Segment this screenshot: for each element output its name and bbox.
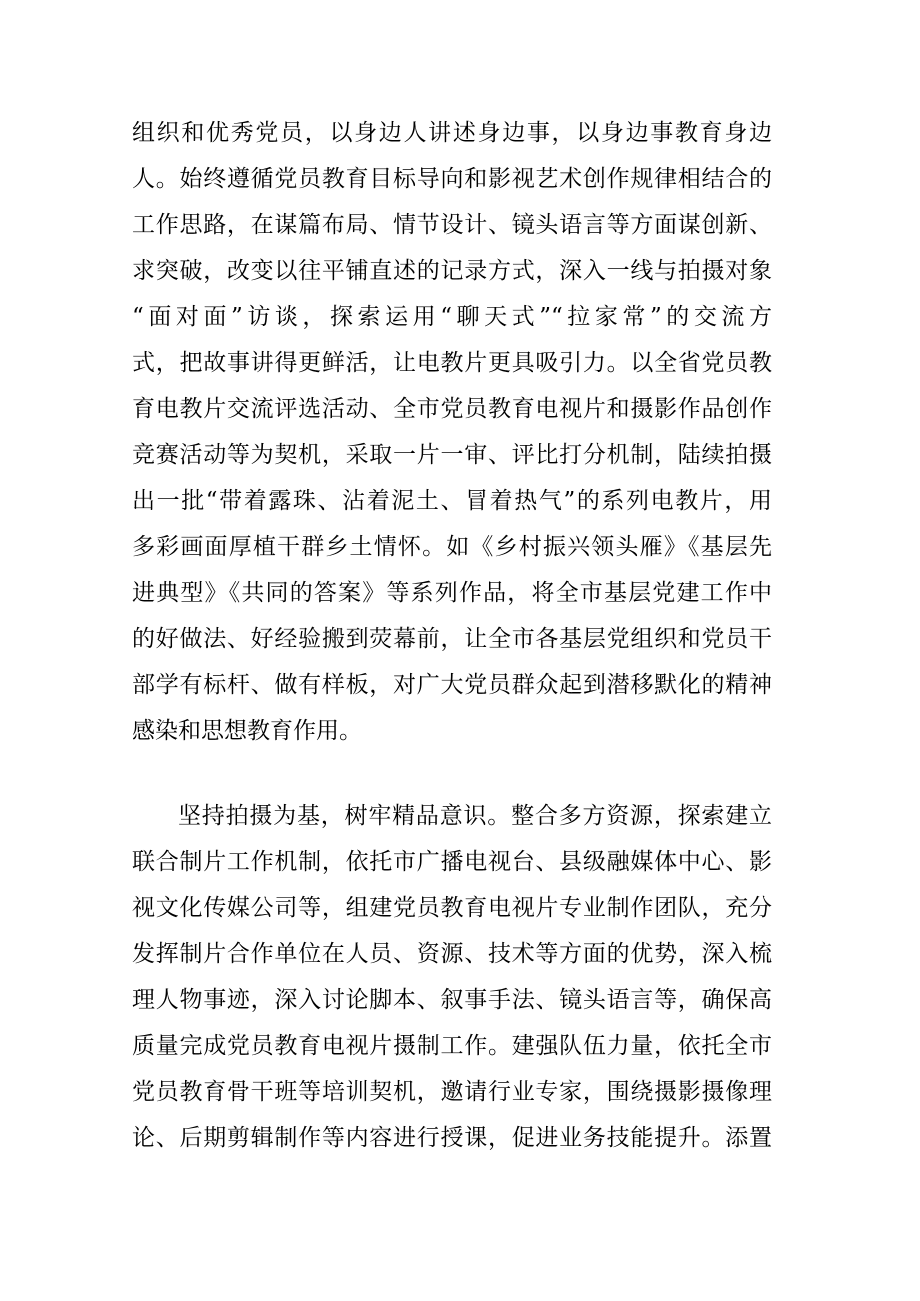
paragraph-1-line-12: 的好做法、好经验搬到荧幕前，让全市各基层党组织和党员干 — [132, 626, 772, 652]
paragraph-2-line-5: 理人物事迹，深入讨论脚本、叙事手法、镜头语言等，确保高 — [132, 987, 772, 1013]
paragraph-2 — [132, 793, 772, 1161]
paragraph-2-line-2: 联合制片工作机制，依托市广播电视台、县级融媒体中心、影 — [132, 849, 772, 875]
paragraph-2-line-4: 发挥制片合作单位在人员、资源、技术等方面的优势，深入梳 — [132, 941, 772, 967]
paragraph-1-line-1: 组织和优秀党员，以身边人讲述身边事，以身边事教育身边 — [132, 120, 772, 146]
paragraph-1-line-7: 育电教片交流评选活动、全市党员教育电视片和摄影作品创作 — [132, 396, 772, 422]
paragraph-1-line-5: “面对面”访谈，探索运用“聊天式”“拉家常”的交流方 — [132, 304, 772, 330]
paragraph-1 — [132, 110, 772, 754]
paragraph-2-line-7: 党员教育骨干班等培训契机，邀请行业专家，围绕摄影摄像理 — [132, 1079, 772, 1105]
paragraph-1-line-3: 工作思路，在谋篇布局、情节设计、镜头语言等方面谋创新、 — [132, 212, 772, 238]
paragraph-2-line-6: 质量完成党员教育电视片摄制工作。建强队伍力量，依托全市 — [132, 1033, 772, 1059]
paragraph-1-line-6: 式，把故事讲得更鲜活，让电教片更具吸引力。以全省党员教 — [132, 350, 772, 376]
paragraph-1-line-14: 感染和思想教育作用。 — [132, 718, 362, 744]
paragraph-1-line-2: 人。始终遵循党员教育目标导向和影视艺术创作规律相结合的 — [132, 166, 772, 192]
paragraph-1-line-8: 竞赛活动等为契机，采取一片一审、评比打分机制，陆续拍摄 — [132, 442, 772, 468]
paragraph-1-line-10: 多彩画面厚植干群乡土情怀。如《乡村振兴领头雁》《基层先 — [132, 534, 772, 560]
paragraph-1-line-11: 进典型》《共同的答案》等系列作品，将全市基层党建工作中 — [132, 580, 772, 606]
paragraph-1-line-9: 出一批“带着露珠、沾着泥土、冒着热气”的系列电教片，用 — [132, 488, 772, 514]
paragraph-2-line-1: 坚持拍摄为基，树牢精品意识。整合多方资源，探索建立 — [178, 803, 772, 829]
paragraph-2-line-8: 论、后期剪辑制作等内容进行授课，促进业务技能提升。添置 — [132, 1125, 772, 1151]
paragraph-1-line-4: 求突破，改变以往平铺直述的记录方式，深入一线与拍摄对象 — [132, 258, 772, 284]
paragraph-2-line-3: 视文化传媒公司等，组建党员教育电视片专业制作团队，充分 — [132, 895, 772, 921]
paragraph-1-line-13: 部学有标杆、做有样板，对广大党员群众起到潜移默化的精神 — [132, 672, 772, 698]
